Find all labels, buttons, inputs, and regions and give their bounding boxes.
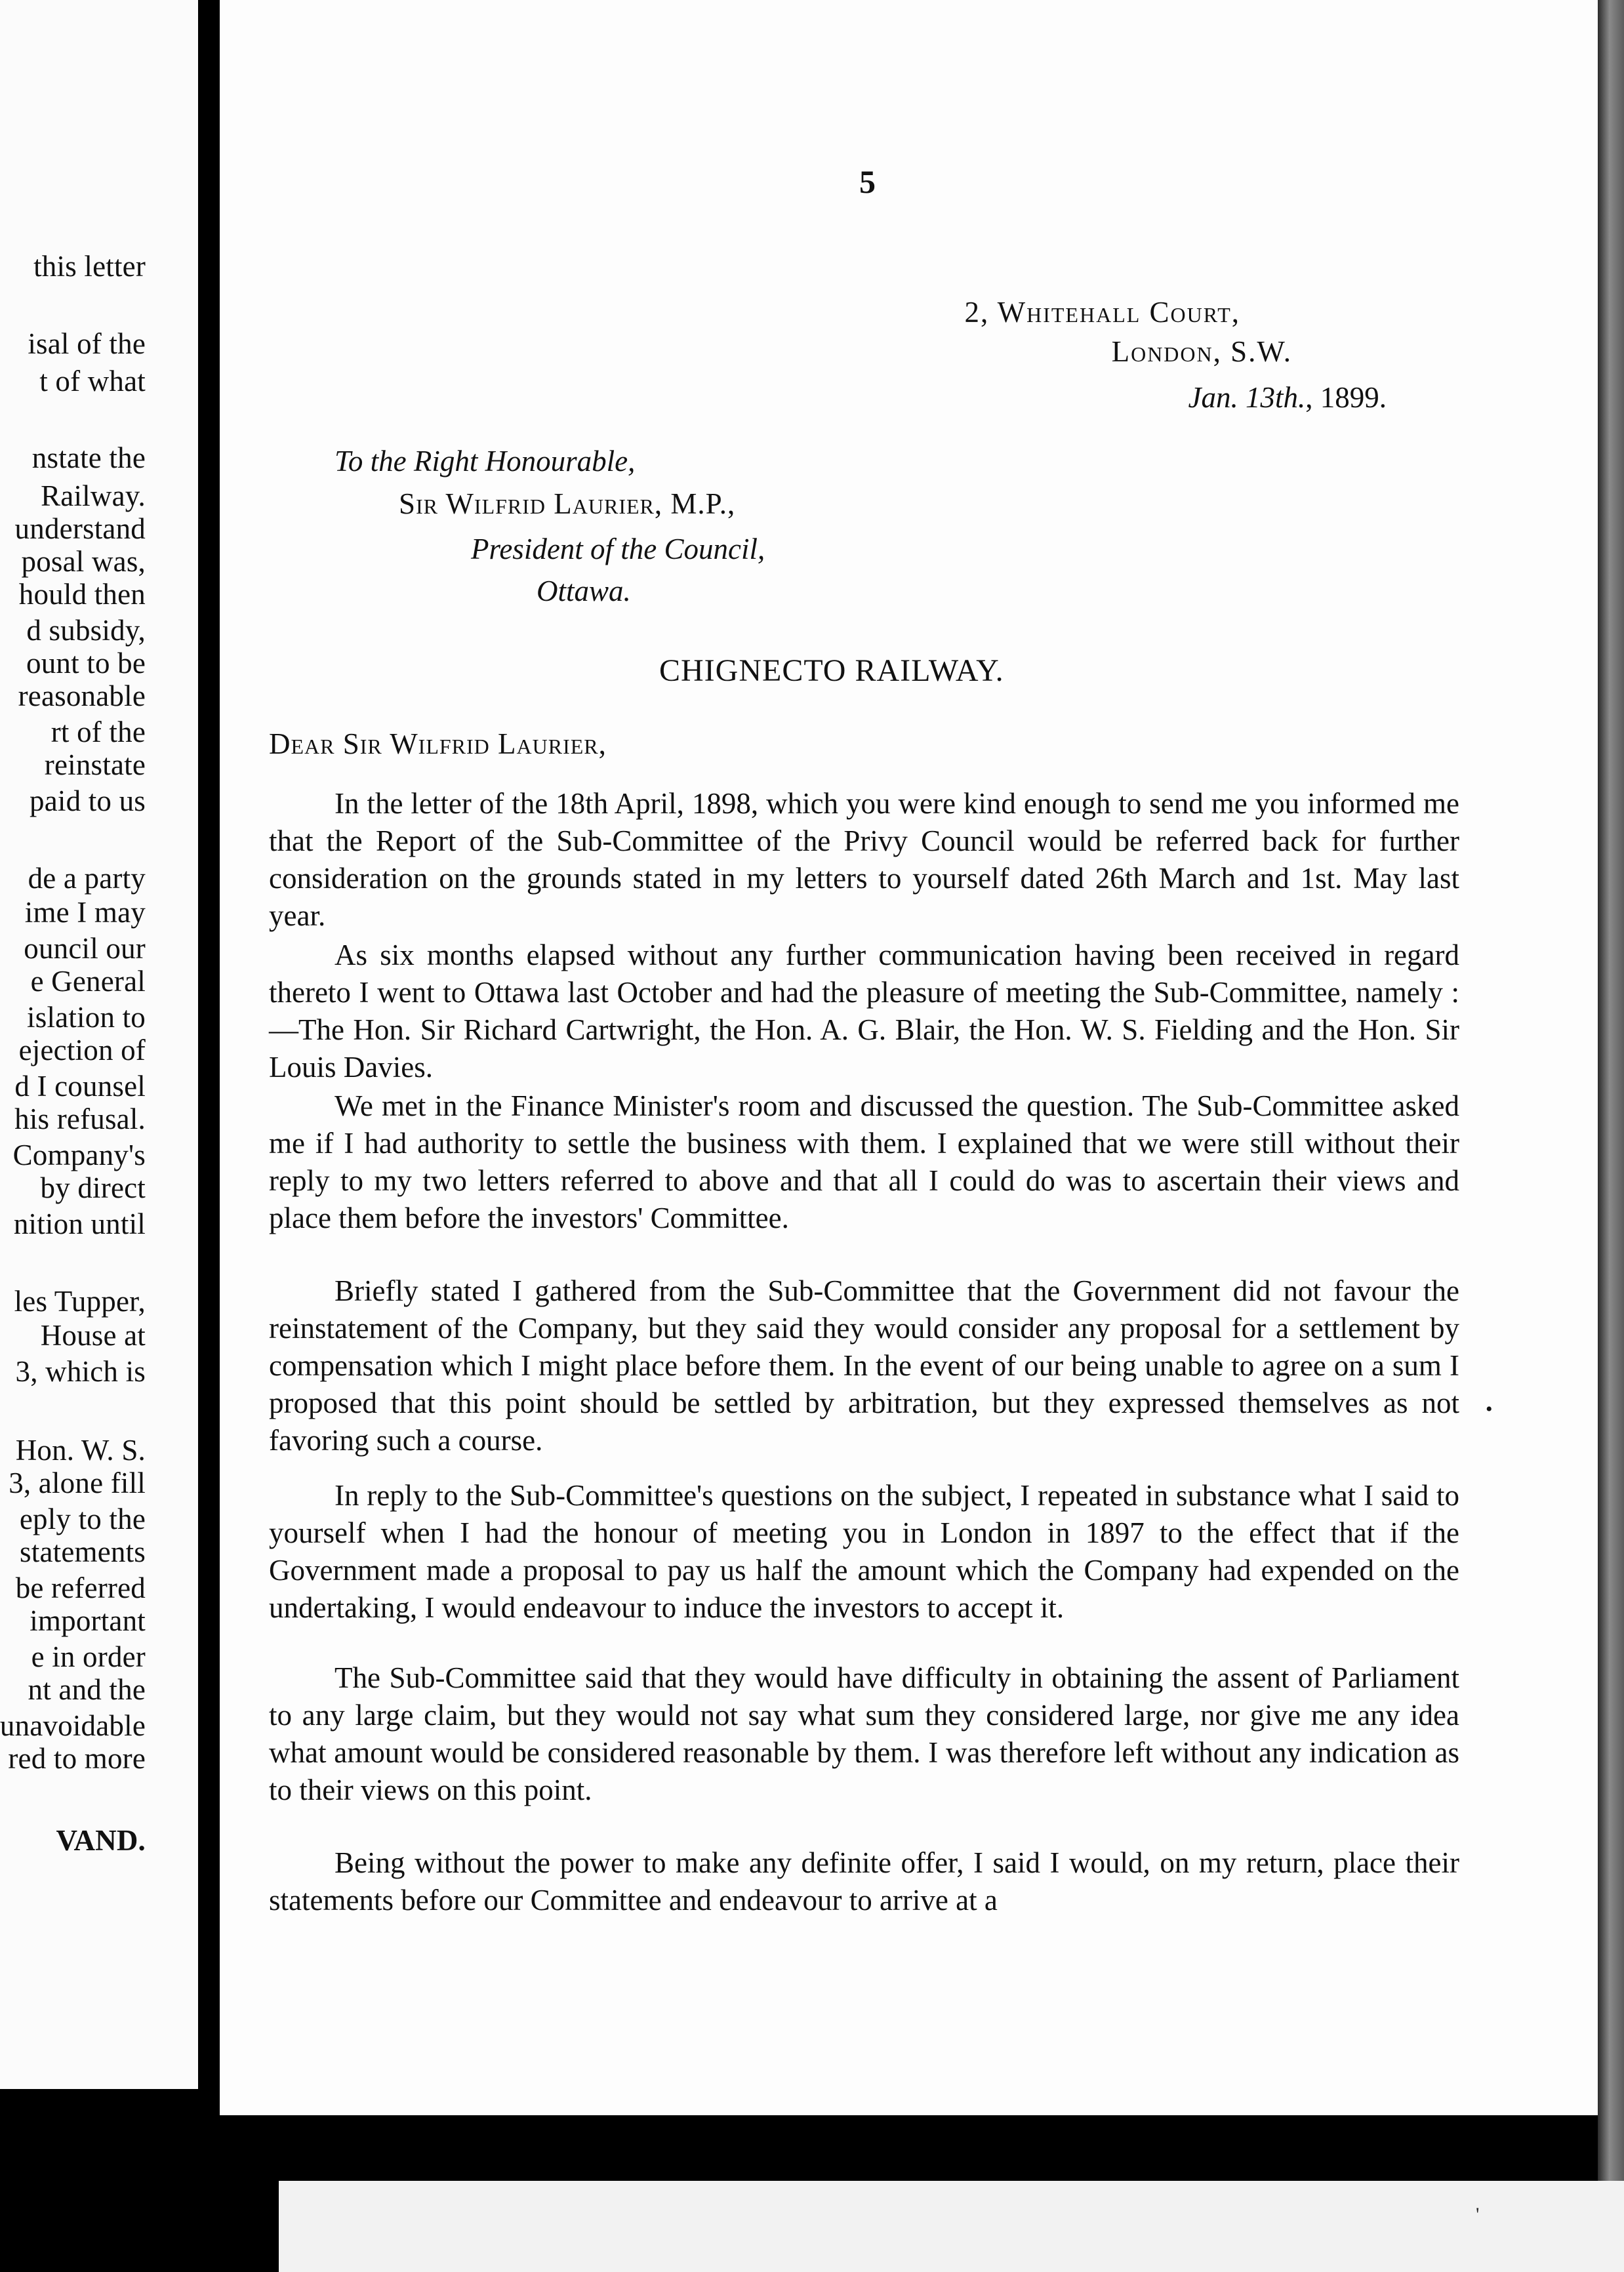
left-page-line: this letter bbox=[33, 250, 146, 283]
left-page-line: paid to us bbox=[30, 784, 146, 817]
left-page-line: e in order bbox=[31, 1640, 146, 1673]
left-page-line: important bbox=[30, 1604, 146, 1637]
paragraph-2: As six months elapsed without any further communication having been received in regard thereto I went to Ottawa last October and had the pleasure of meeting the Sub-Committee, namely :—The Hon. Sir Richard Cartwright, the Hon. A. G. Blair, the Hon. W. S. Fielding and the Hon. Sir Louis Davies. bbox=[269, 939, 1459, 1084]
paragraph-3: We met in the Finance Minister's room and discussed the question. The Sub-Committee asked me if I had authority to settle the business with them. I explained that we were still without their reply to my two letters referred to above and that all I could do was to ascertain their views and place them before the investors' Committee. bbox=[269, 1089, 1459, 1234]
left-page-line: ejection of bbox=[18, 1034, 146, 1066]
margin-dot: • bbox=[1486, 1398, 1493, 1420]
left-page-fragment bbox=[0, 0, 198, 2089]
left-page-line: hould then bbox=[18, 578, 146, 611]
letter-date bbox=[1188, 380, 1387, 415]
left-page-line: posal was, bbox=[21, 545, 146, 578]
left-page-line: unavoidable bbox=[0, 1709, 146, 1742]
left-page-line: ime I may bbox=[24, 896, 146, 929]
letter-title: CHIGNECTO RAILWAY. bbox=[659, 653, 1004, 688]
left-page-line: 3, which is bbox=[15, 1355, 146, 1388]
left-page-line: understand bbox=[14, 512, 146, 545]
left-page-line: ouncil our bbox=[24, 932, 146, 965]
address-line-1: 2, Whitehall Court, bbox=[964, 296, 1240, 329]
left-page-line: VAND. bbox=[56, 1824, 146, 1857]
left-page-line: his refusal. bbox=[14, 1103, 146, 1135]
left-page-line: House at bbox=[40, 1319, 146, 1352]
left-page-line: Company's bbox=[12, 1139, 146, 1171]
left-page-line: Hon. W. S. bbox=[15, 1434, 146, 1467]
left-page-line: d subsidy, bbox=[26, 614, 146, 647]
page-number: 5 bbox=[859, 163, 876, 200]
left-page-line: e General bbox=[30, 965, 146, 998]
left-page-line: be referred bbox=[15, 1572, 146, 1604]
left-page-line: Railway. bbox=[41, 479, 146, 512]
date-italic: Jan. 13th. bbox=[1188, 381, 1306, 414]
paragraph-1: In the letter of the 18th April, 1898, which you were kind enough to send me you informed me that the Report of the Sub-Committee of the Privy Council would be referred back for further consideration on the grounds stated in my letters to yourself dated 26th March and 1st. May last year. bbox=[269, 787, 1459, 932]
paragraph-5: In reply to the Sub-Committee's questions on the subject, I repeated in substance what I said to yourself when I had the honour of meeting you in London in 1897 to the effect that if the Government made a proposal to pay us half the amount which the Company had expended on the undertaking, I would endeavour to induce the investors to accept it. bbox=[269, 1479, 1459, 1624]
left-page-line: nstate the bbox=[31, 441, 146, 474]
left-page-line: les Tupper, bbox=[14, 1285, 146, 1318]
left-page-line: red to more bbox=[8, 1742, 146, 1775]
recipient-location: Ottawa. bbox=[537, 575, 631, 607]
left-page-line: reasonable bbox=[18, 680, 146, 712]
recipient-title: President of the Council, bbox=[471, 533, 765, 565]
left-page-line: ount to be bbox=[26, 647, 146, 680]
left-page-line: statements bbox=[20, 1535, 146, 1568]
page-edge bbox=[1598, 0, 1624, 2272]
left-page-line: rt of the bbox=[51, 716, 146, 748]
left-page-line: nt and the bbox=[28, 1673, 146, 1706]
footer-strip bbox=[279, 2181, 1624, 2272]
left-page-line: reinstate bbox=[44, 748, 146, 781]
date-year: , 1899. bbox=[1305, 381, 1387, 414]
left-page-line: isal of the bbox=[28, 327, 146, 360]
left-page-line: d I counsel bbox=[14, 1070, 146, 1103]
left-page-line: islation to bbox=[27, 1001, 146, 1034]
left-page-line: t of what bbox=[39, 365, 146, 397]
left-page-line: 3, alone fill bbox=[9, 1467, 146, 1499]
address-line-2: London, S.W. bbox=[1111, 335, 1292, 368]
recipient-line-1: To the Right Honourable, bbox=[335, 445, 636, 477]
salutation: Dear Sir Wilfrid Laurier, bbox=[269, 727, 607, 760]
left-page-line: de a party bbox=[28, 862, 146, 895]
footer-mark: ' bbox=[1476, 2204, 1480, 2225]
left-page-line: nition until bbox=[13, 1207, 146, 1240]
paragraph-7: Being without the power to make any definite offer, I said I would, on my return, place their statements before our Committee and endeavour to arrive at a bbox=[269, 1846, 1459, 1917]
left-page-line: by direct bbox=[40, 1171, 146, 1204]
paragraph-4: Briefly stated I gathered from the Sub-Committee that the Government did not favour the reinstatement of the Company, but they said they would consider any proposal for a settlement by compensation which I might place before them. In the event of our being unable to agree on a sum I proposed that this point should be settled by arbitration, but they expressed themselves as not favoring such a course. bbox=[269, 1274, 1459, 1457]
left-page-line: eply to the bbox=[19, 1503, 146, 1535]
recipient-name: Sir Wilfrid Laurier, M.P., bbox=[399, 487, 736, 520]
paragraph-6: The Sub-Committee said that they would have difficulty in obtaining the assent of Parliament to any large claim, but they would not say what sum they considered large, nor give me any idea what amount would be considered reasonable by them. I was therefore left without any indication as to their views on this point. bbox=[269, 1661, 1459, 1806]
